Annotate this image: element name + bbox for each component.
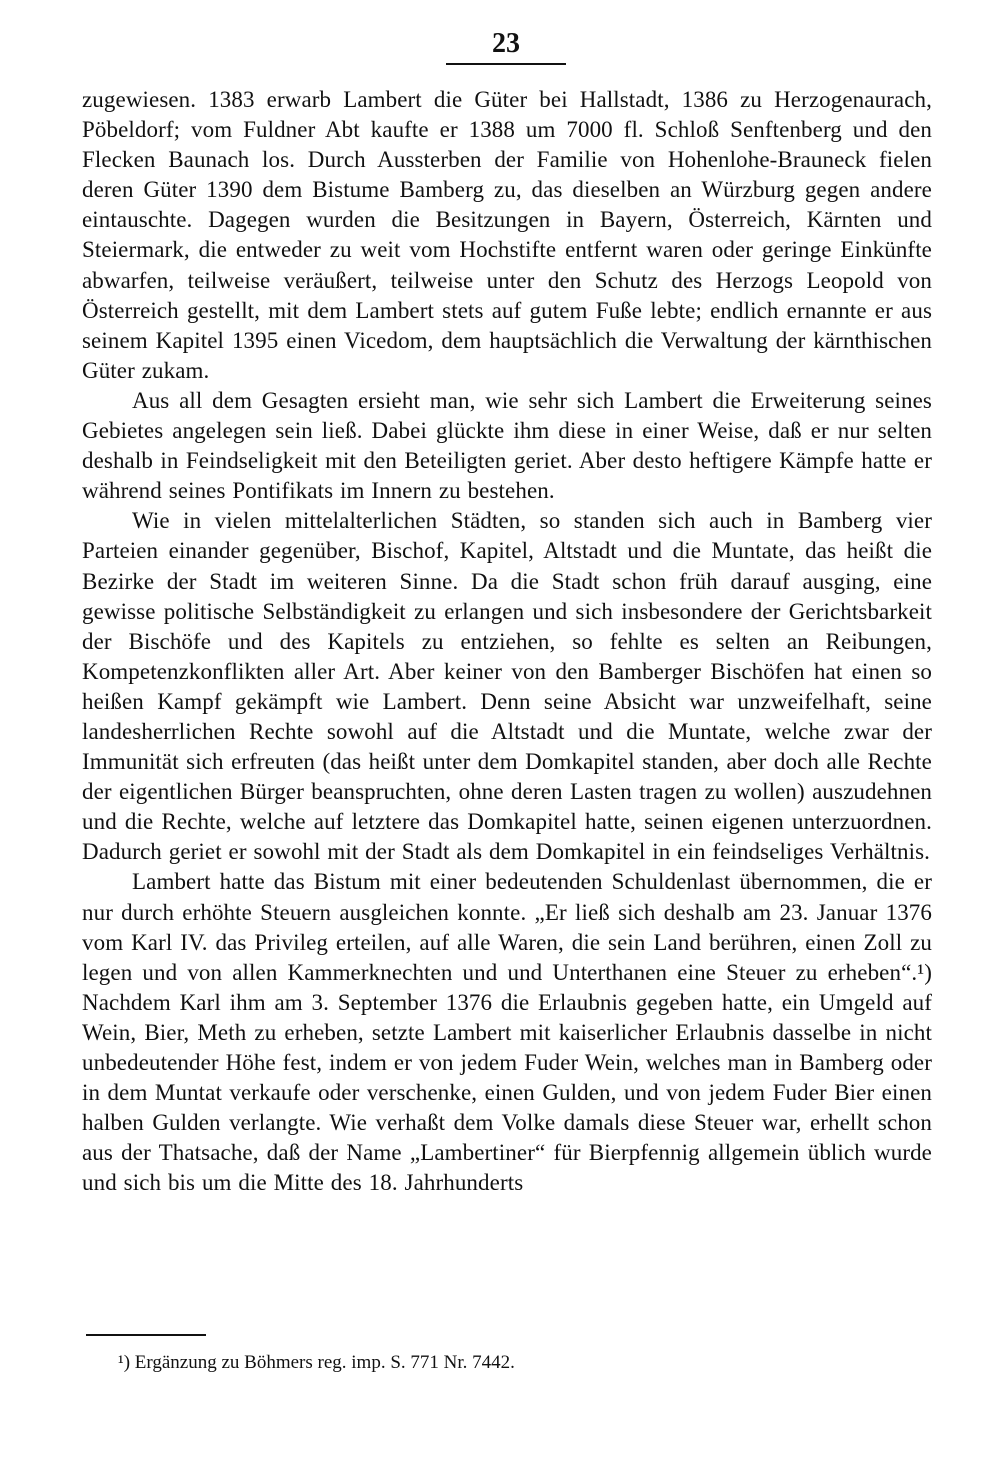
page-number: 23 [492, 28, 520, 59]
paragraph-4: Lambert hatte das Bistum mit einer bedeutenden Schuldenlast übernommen, die er nur durch erhöhte Steuern ausgleichen konnte. „Er ließ sich deshalb am 23. Januar 1376 vom Karl IV. das Privileg erteilen, auf alle Waren, die sein Land berühren, einen Zoll zu legen und von allen Kammerknechten und und Unterthanen eine Steuer zu erheben“.¹) Nachdem Karl ihm am 3. September 1376 die Erlaubnis gegeben hatte, ein Umgeld auf Wein, Bier, Meth zu erheben, setzte Lambert mit kaiserlicher Erlaubnis dasselbe in nicht unbedeutender Höhe fest, indem er von jedem Fuder Wein, welches man in Bamberg oder in dem Muntat verkaufe oder verschenke, einen Gulden, und von jedem Fuder Bier einen halben Gulden verlangte. Wie verhaßt dem Volke damals diese Steuer war, erhellt schon aus der Thatsache, daß der Name „Lambertiner“ für Bierpfennig allgemein üblich wurde und sich bis um die Mitte des 18. Jahrhunderts [82, 869, 932, 1196]
paragraph-3: Wie in vielen mittelalterlichen Städten, so standen sich auch in Bamberg vier Parteien einander gegenüber, Bischof, Kapitel, Altstadt und die Muntate, das heißt die Bezirke der Stadt im weiteren Sinne. Da die Stadt schon früh darauf ausging, eine gewisse politische Selbständigkeit zu erlangen und sich insbesondere der Gerichtsbarkeit der Bischöfe und des Kapitels zu entziehen, so fehlte es selten an Reibungen, Kompetenzkonflikten aller Art. Aber keiner von den Bamberger Bischöfen hat einen so heißen Kampf gekämpft wie Lambert. Denn seine Absicht war unzweifelhaft, seine landesherrlichen Rechte sowohl auf die Altstadt und die Muntate, welche zwar der Immunität sich erfreuten (das heißt unter dem Domkapitel standen, aber doch alle Rechte der eigentlichen Bürger beanspruchten, ohne deren Lasten tragen zu wollen) auszudehnen und die Rechte, welche auf letztere das Domkapitel hatte, seinen eigenen unterzuordnen. Dadurch geriet er sowohl mit der Stadt als dem Domkapitel in ein feindseliges Verhältnis. [82, 508, 932, 865]
footnote: ¹) Ergänzung zu Böhmers reg. imp. S. 771 Nr. 7442. [118, 1352, 515, 1373]
paragraph-2: Aus all dem Gesagten ersieht man, wie sehr sich Lambert die Erweiterung seines Gebietes angelegen sein ließ. Dabei glückte ihm diese in einer Weise, daß er nur selten deshalb in Feindseligkeit mit den Beteiligten geriet. Aber desto heftigere Kämpfe hatte er während seines Pontifikats im Innern zu bestehen. [82, 387, 932, 504]
footnote-rule [86, 1334, 206, 1336]
page-number-rule [446, 63, 566, 65]
paragraph-1: zugewiesen. 1383 erwarb Lambert die Güter bei Hallstadt, 1386 zu Herzogenaurach, Pöbeldorf; vom Fuldner Abt kaufte er 1388 um 7000 fl. Schloß Senftenberg und den Flecken Baunach los. Durch Aussterben der Familie von Hohenlohe-Brauneck fielen deren Güter 1390 dem Bistume Bamberg zu, das dieselben an Würzburg gegen andere eintauschte. Dagegen wurden die Besitzungen in Bayern, Österreich, Kärnten und Steiermark, die entweder zu weit vom Hochstifte entfernt waren oder geringe Einkünfte abwarfen, teilweise veräußert, teilweise unter den Schutz des Herzogs Leopold von Österreich gestellt, mit dem Lambert stets auf gutem Fuße lebte; endlich ernannte er aus seinem Kapitel 1395 einen Vicedom, dem hauptsächlich die Verwaltung der kärnthischen Güter zukam. [82, 87, 932, 383]
body-text [82, 85, 932, 1198]
